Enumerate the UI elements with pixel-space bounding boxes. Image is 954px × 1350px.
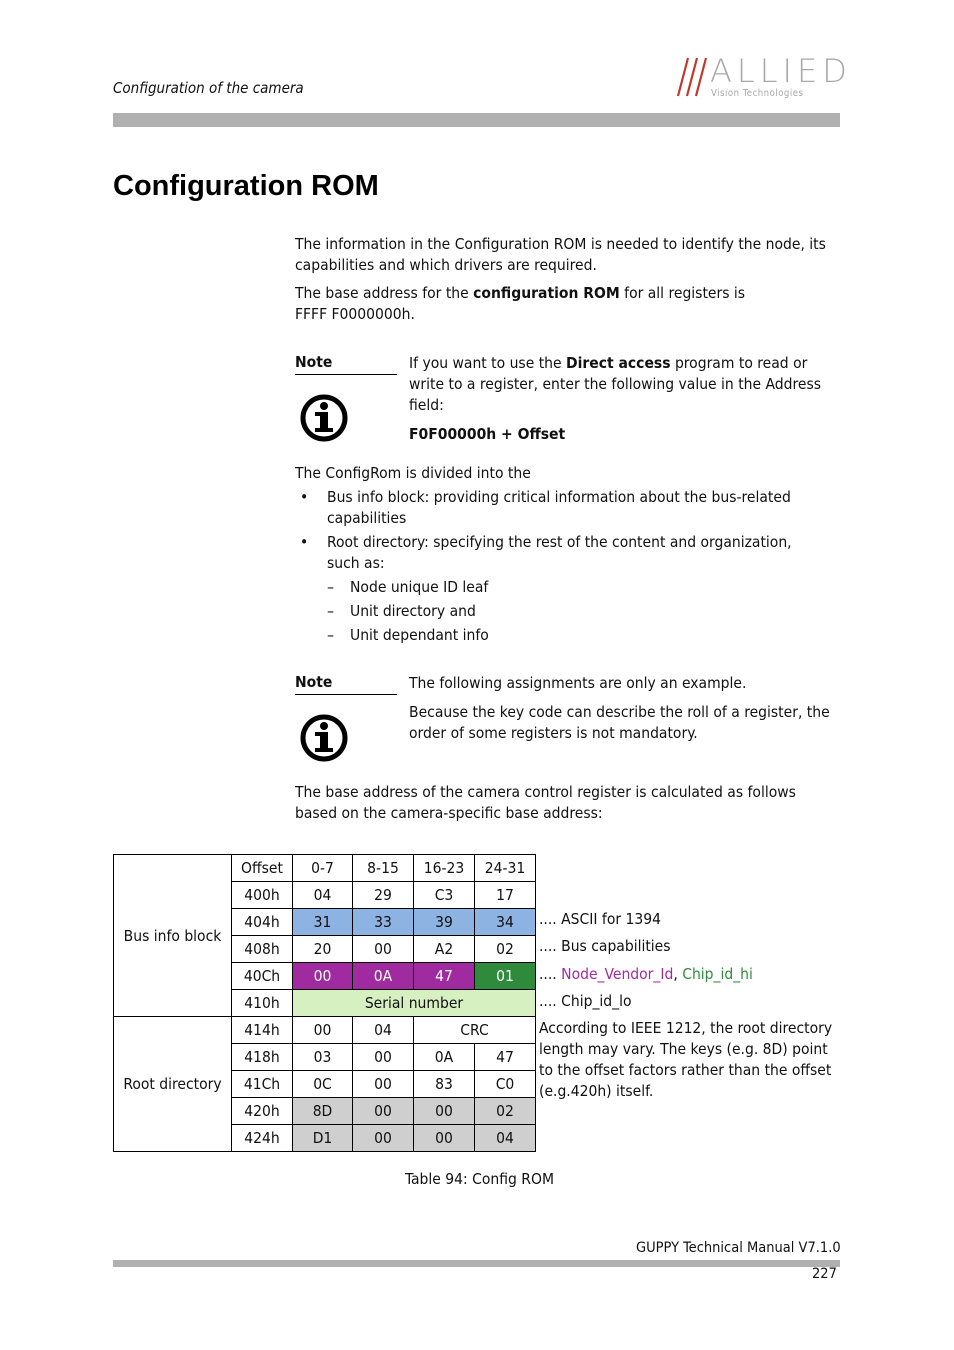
byte-cell: 04 [353, 1017, 414, 1044]
ascii-note: .... ASCII for 1394 [539, 910, 661, 928]
table-header: Offset [232, 855, 293, 882]
byte-cell: C0 [475, 1071, 536, 1098]
byte-cell: 00 [353, 1044, 414, 1071]
dash: – [327, 602, 334, 620]
running-header: Configuration of the camera [113, 79, 304, 97]
footer-manual: GUPPY Technical Manual V7.1.0 [636, 1240, 841, 1256]
configrom-lead: The ConfigRom is divided into the [295, 464, 531, 482]
table-header: 24-31 [475, 855, 536, 882]
address-value: F0F00000h + Offset [409, 425, 566, 443]
byte-cell: 00 [414, 1125, 475, 1152]
byte-cell: 47 [475, 1044, 536, 1071]
chip-id-lo-note: .... Chip_id_lo [539, 992, 632, 1010]
bus-capabilities-note: .... Bus capabilities [539, 937, 671, 955]
bullet-item: Bus info block: providing critical information about the bus-related capabilities [327, 488, 791, 527]
byte-cell: 17 [475, 882, 536, 909]
header-rule [113, 113, 840, 127]
byte-cell: C3 [414, 882, 475, 909]
offset-cell: 418h [232, 1044, 293, 1071]
bullet-dot: • [300, 488, 309, 506]
byte-cell: 0A [414, 1044, 475, 1071]
page-number: 227 [812, 1266, 837, 1282]
byte-cell: 0C [293, 1071, 353, 1098]
intro-text [295, 234, 840, 325]
byte-cell: 00 [353, 1098, 414, 1125]
info-icon [300, 712, 350, 764]
sub-item: Unit directory and [350, 602, 476, 620]
intro-p2-pre: The base address for the [295, 284, 474, 302]
byte-cell: 0A [353, 963, 414, 990]
vendor-id-label: Node_Vendor_Id [561, 965, 674, 983]
note-text-post: program to read or write to a register, enter the following value in the Address field: [409, 354, 821, 414]
table-header: 16-23 [414, 855, 475, 882]
bullet-dot: • [300, 533, 309, 551]
note-text-pre: If you want to use the [409, 354, 567, 372]
offset-cell: 420h [232, 1098, 293, 1125]
intro-p2-bold: configuration ROM [473, 284, 620, 302]
logo-tagline: Vision Technologies [711, 88, 804, 99]
table-caption: Table 94: Config ROM [405, 1170, 554, 1188]
offset-cell: 40Ch [232, 963, 293, 990]
company-logo [668, 52, 852, 102]
offset-cell: 424h [232, 1125, 293, 1152]
dash: – [327, 578, 334, 596]
vendor-note [539, 964, 753, 985]
vendor-prefix: .... [539, 965, 557, 983]
byte-cell: A2 [414, 936, 475, 963]
note-label: Note [295, 673, 397, 695]
table-header: 0-7 [293, 855, 353, 882]
page-title: Configuration ROM [113, 170, 379, 202]
group-bus-info: Bus info block [114, 855, 232, 1017]
info-icon [300, 392, 350, 444]
logo-brand: ALLIED [710, 52, 852, 90]
byte-cell: 39 [414, 909, 475, 936]
sub-item: Unit dependant info [350, 626, 489, 644]
note-body [409, 673, 841, 744]
intro-paragraph-1: The information in the Configuration ROM is needed to identify the node, its capabilities and which drivers are required. [295, 235, 826, 274]
byte-cell: D1 [293, 1125, 353, 1152]
byte-cell: 31 [293, 909, 353, 936]
offset-cell: 414h [232, 1017, 293, 1044]
table-header-row [114, 855, 536, 882]
offset-cell: 404h [232, 909, 293, 936]
footer-rule [113, 1260, 840, 1267]
offset-cell: 408h [232, 936, 293, 963]
crc-cell: CRC [414, 1017, 536, 1044]
byte-cell: 01 [475, 963, 536, 990]
bullet-item: Root directory: specifying the rest of the content and organization, such as: [327, 533, 792, 572]
table-row [114, 1017, 536, 1044]
byte-cell: 34 [475, 909, 536, 936]
byte-cell: 00 [353, 936, 414, 963]
chip-id-hi-label: Chip_id_hi [682, 965, 753, 983]
byte-cell: 04 [293, 882, 353, 909]
base-address-text: The base address of the camera control register is calculated as follows based on the camera-specific base address: [295, 783, 796, 822]
byte-cell: 00 [414, 1098, 475, 1125]
dash: – [327, 626, 334, 644]
byte-cell: 47 [414, 963, 475, 990]
byte-cell: 8D [293, 1098, 353, 1125]
group-root-directory: Root directory [114, 1017, 232, 1152]
byte-cell: 29 [353, 882, 414, 909]
byte-cell: 04 [475, 1125, 536, 1152]
note-label: Note [295, 353, 397, 375]
base-address: FFFF F0000000h. [295, 305, 415, 323]
byte-cell: 03 [293, 1044, 353, 1071]
byte-cell: 00 [293, 963, 353, 990]
note-text-bold: Direct access [566, 354, 671, 372]
intro-p2-post: for all registers is [619, 284, 746, 302]
byte-cell: 02 [475, 1098, 536, 1125]
config-rom-table [113, 854, 536, 1152]
byte-cell: 00 [353, 1071, 414, 1098]
byte-cell: 33 [353, 909, 414, 936]
sub-item: Node unique ID leaf [350, 578, 489, 596]
byte-cell: 02 [475, 936, 536, 963]
byte-cell: 83 [414, 1071, 475, 1098]
byte-cell: 00 [353, 1125, 414, 1152]
offset-cell: 41Ch [232, 1071, 293, 1098]
vendor-separator: , [673, 965, 678, 983]
logo-slashes-icon [668, 56, 708, 98]
note-line-1: The following assignments are only an example. [409, 674, 747, 692]
root-directory-note: According to IEEE 1212, the root directory length may vary. The keys (e.g. 8D) point to the offset factors rather than the offset (e.g.420h) itself. [539, 1019, 833, 1100]
byte-cell: 00 [293, 1017, 353, 1044]
note-line-2: Because the key code can describe the roll of a register, the order of some registers is not mandatory. [409, 703, 830, 742]
intro-paragraph-2 [295, 283, 840, 325]
byte-cell: 20 [293, 936, 353, 963]
serial-number-cell: Serial number [293, 990, 536, 1017]
offset-cell: 400h [232, 882, 293, 909]
offset-cell: 410h [232, 990, 293, 1017]
table-header: 8-15 [353, 855, 414, 882]
note-body [409, 353, 841, 445]
